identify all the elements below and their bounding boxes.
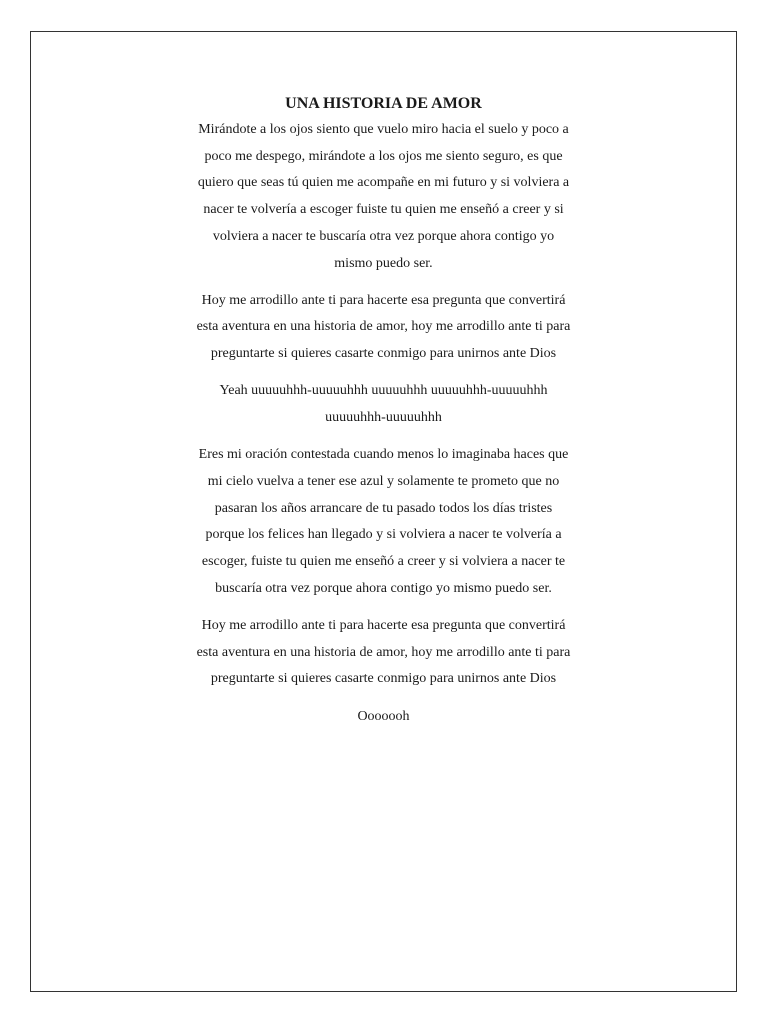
text-line: Hoy me arrodillo ante ti para hacerte esa pregunta que convertirá bbox=[201, 617, 566, 633]
text-line: mismo puedo ser. bbox=[334, 255, 433, 271]
paragraphs bbox=[31, 117, 736, 730]
text-line: preguntarte si quieres casarte conmigo para unirnos ante Dios bbox=[210, 671, 557, 687]
text-line: escoger, fuiste tu quien me enseñó a creer y si volviera a nacer te bbox=[201, 554, 566, 570]
text-line: Hoy me arrodillo ante ti para hacerte esa pregunta que convertirá bbox=[201, 292, 566, 308]
paragraph bbox=[31, 288, 736, 368]
text-line: Eres mi oración contestada cuando menos lo imaginaba haces que bbox=[198, 447, 569, 463]
text-line: Yeah uuuuuhhh-uuuuuhhh uuuuuhhh uuuuuhhh-uuuuuhhh bbox=[219, 383, 548, 399]
paragraph bbox=[31, 704, 736, 731]
paragraph bbox=[31, 613, 736, 693]
text-line: uuuuuhhh-uuuuuhhh bbox=[325, 410, 442, 426]
document-title: UNA HISTORIA DE AMOR bbox=[285, 95, 482, 112]
text-line: nacer te volvería a escoger fuiste tu quien me enseñó a creer y si bbox=[203, 202, 564, 218]
document-page bbox=[30, 31, 737, 992]
paragraph bbox=[31, 378, 736, 431]
paragraph bbox=[31, 117, 736, 277]
text-line: pasaran los años arrancare de tu pasado todos los días tristes bbox=[214, 500, 553, 516]
text-line: Mirándote a los ojos siento que vuelo miro hacia el suelo y poco a bbox=[198, 122, 569, 137]
paragraph bbox=[31, 442, 736, 602]
text-line: preguntarte si quieres casarte conmigo para unirnos ante Dios bbox=[210, 346, 557, 362]
text-line: Ooooooh bbox=[357, 708, 410, 724]
text-line: porque los felices han llegado y si volviera a nacer te volvería a bbox=[205, 527, 562, 543]
text-line: poco me despego, mirándote a los ojos me siento seguro, es que bbox=[204, 148, 563, 164]
text-line: buscaría otra vez porque ahora contigo yo mismo puedo ser. bbox=[215, 580, 552, 596]
text-line: volviera a nacer te buscaría otra vez porque ahora contigo yo bbox=[212, 228, 555, 244]
text-line: esta aventura en una historia de amor, hoy me arrodillo ante ti para bbox=[196, 644, 571, 660]
text-line: esta aventura en una historia de amor, hoy me arrodillo ante ti para bbox=[196, 319, 571, 335]
text-line: quiero que seas tú quien me acompañe en mi futuro y si volviera a bbox=[197, 175, 570, 191]
text-line: mi cielo vuelva a tener ese azul y solamente te prometo que no bbox=[207, 473, 560, 489]
document-content bbox=[31, 94, 736, 741]
